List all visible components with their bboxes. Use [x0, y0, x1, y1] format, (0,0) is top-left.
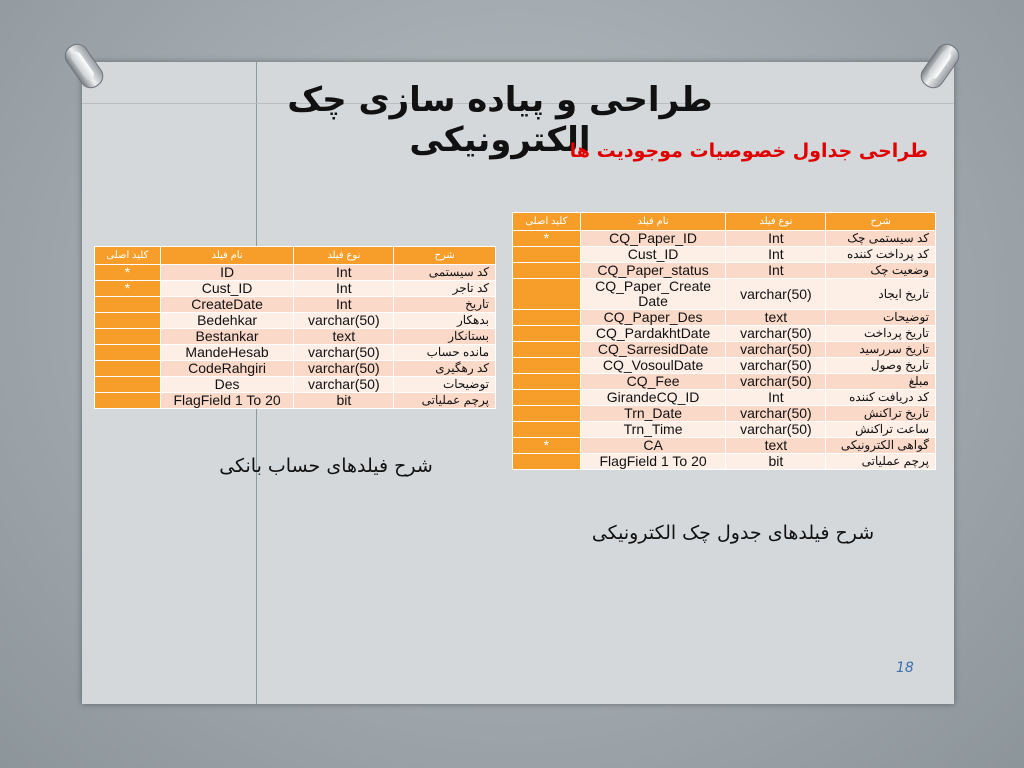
pk-cell — [513, 342, 581, 358]
table-row — [513, 326, 936, 342]
pk-cell: * — [95, 281, 161, 297]
pk-cell — [95, 393, 161, 409]
description-cell: توضیحات — [826, 310, 936, 326]
description-cell: پرچم عملیاتی — [826, 454, 936, 470]
pk-cell — [95, 377, 161, 393]
pk-cell — [95, 297, 161, 313]
header-description: شرح — [394, 247, 496, 265]
table-row — [513, 310, 936, 326]
header-field-type: نوع فیلد — [294, 247, 394, 265]
table-row — [513, 406, 936, 422]
header-pk: کلید اصلی — [95, 247, 161, 265]
field-name-cell: Des — [160, 377, 294, 393]
bank-table-caption: شرح فیلدهای حساب بانکی — [219, 455, 433, 477]
field-type-cell: varchar(50) — [726, 374, 826, 390]
field-type-cell: Int — [726, 247, 826, 263]
description-cell: بدهکار — [394, 313, 496, 329]
pk-cell: * — [95, 265, 161, 281]
field-type-cell: Int — [726, 390, 826, 406]
table-row — [513, 358, 936, 374]
table-row — [95, 313, 496, 329]
table-row — [95, 361, 496, 377]
description-cell: مبلغ — [826, 374, 936, 390]
field-name-cell: CodeRahgiri — [160, 361, 294, 377]
field-name-cell: CQ_Paper_Create Date — [580, 279, 726, 310]
table-row — [95, 297, 496, 313]
field-name-cell: CQ_VosoulDate — [580, 358, 726, 374]
field-name-cell: CA — [580, 438, 726, 454]
pk-cell — [513, 454, 581, 470]
description-cell: گواهی الکترونیکی — [826, 438, 936, 454]
description-cell: بستانکار — [394, 329, 496, 345]
description-cell: تاریخ — [394, 297, 496, 313]
field-name-cell: CQ_PardakhtDate — [580, 326, 726, 342]
table-row — [513, 342, 936, 358]
table-row — [513, 263, 936, 279]
description-cell: کد دریافت کننده — [826, 390, 936, 406]
header-field-type: نوع فیلد — [726, 213, 826, 231]
pk-cell — [95, 345, 161, 361]
field-name-cell: Trn_Time — [580, 422, 726, 438]
field-type-cell: bit — [726, 454, 826, 470]
field-name-cell: Cust_ID — [580, 247, 726, 263]
field-type-cell: text — [726, 438, 826, 454]
pk-cell — [513, 390, 581, 406]
field-type-cell: varchar(50) — [726, 326, 826, 342]
pk-cell: * — [513, 438, 581, 454]
field-type-cell: Int — [726, 263, 826, 279]
table-row — [513, 438, 936, 454]
field-name-cell: FlagField 1 To 20 — [580, 454, 726, 470]
field-name-cell: CQ_Paper_ID — [580, 231, 726, 247]
description-cell: پرچم عملیاتی — [394, 393, 496, 409]
field-type-cell: Int — [294, 297, 394, 313]
field-type-cell: bit — [294, 393, 394, 409]
pk-cell — [95, 313, 161, 329]
table-row — [513, 374, 936, 390]
table-row — [95, 265, 496, 281]
header-pk: کلید اصلی — [513, 213, 581, 231]
field-type-cell: Int — [294, 281, 394, 297]
field-name-cell: GirandeCQ_ID — [580, 390, 726, 406]
field-type-cell: varchar(50) — [294, 313, 394, 329]
field-name-cell: FlagField 1 To 20 — [160, 393, 294, 409]
pk-cell — [513, 406, 581, 422]
field-type-cell: Int — [294, 265, 394, 281]
pk-cell — [513, 326, 581, 342]
description-cell: وضعیت چک — [826, 263, 936, 279]
field-name-cell: CreateDate — [160, 297, 294, 313]
field-type-cell: text — [294, 329, 394, 345]
field-type-cell: varchar(50) — [726, 422, 826, 438]
pk-cell — [513, 374, 581, 390]
field-name-cell: Trn_Date — [580, 406, 726, 422]
field-type-cell: varchar(50) — [726, 279, 826, 310]
pk-cell: * — [513, 231, 581, 247]
field-name-cell: MandeHesab — [160, 345, 294, 361]
pk-cell — [513, 358, 581, 374]
header-description: شرح — [826, 213, 936, 231]
cheque-table — [512, 212, 936, 470]
field-name-cell: CQ_SarresidDate — [580, 342, 726, 358]
page-number: 18 — [896, 660, 914, 676]
description-cell: توضیحات — [394, 377, 496, 393]
description-cell: کد سیستمی چک — [826, 231, 936, 247]
table-row — [95, 281, 496, 297]
description-cell: مانده حساب — [394, 345, 496, 361]
field-name-cell: Bestankar — [160, 329, 294, 345]
slide-subtitle: طراحی جداول خصوصیات موجودیت ها — [569, 140, 928, 162]
description-cell: کد رهگیری — [394, 361, 496, 377]
description-cell: تاریخ ایجاد — [826, 279, 936, 310]
pk-cell — [513, 310, 581, 326]
description-cell: کد تاجر — [394, 281, 496, 297]
field-name-cell: CQ_Paper_status — [580, 263, 726, 279]
pk-cell — [513, 422, 581, 438]
description-cell: تاریخ سررسید — [826, 342, 936, 358]
table-header-row — [513, 213, 936, 231]
table-row — [95, 345, 496, 361]
field-type-cell: varchar(50) — [726, 342, 826, 358]
cheque-table-caption: شرح فیلدهای جدول چک الکترونیکی — [591, 522, 875, 544]
description-cell: تاریخ وصول — [826, 358, 936, 374]
pk-cell — [513, 279, 581, 310]
table-row — [513, 279, 936, 310]
field-type-cell: varchar(50) — [294, 361, 394, 377]
table-header-row — [95, 247, 496, 265]
slide-title: طراحی و پیاده سازی چک الکترونیکی — [287, 80, 713, 160]
header-field-name: نام فیلد — [160, 247, 294, 265]
field-type-cell: varchar(50) — [294, 377, 394, 393]
table-row — [513, 422, 936, 438]
description-cell: کد سیستمی — [394, 265, 496, 281]
bank-account-table — [94, 246, 496, 409]
table-row — [513, 247, 936, 263]
field-type-cell: varchar(50) — [726, 358, 826, 374]
table-row — [95, 393, 496, 409]
field-name-cell: Cust_ID — [160, 281, 294, 297]
table-row — [513, 231, 936, 247]
field-type-cell: varchar(50) — [294, 345, 394, 361]
header-field-name: نام فیلد — [580, 213, 726, 231]
table-row — [513, 390, 936, 406]
description-cell: تاریخ تراکنش — [826, 406, 936, 422]
pk-cell — [95, 329, 161, 345]
field-name-cell: CQ_Paper_Des — [580, 310, 726, 326]
field-type-cell: text — [726, 310, 826, 326]
field-name-cell: ID — [160, 265, 294, 281]
pk-cell — [513, 263, 581, 279]
table-row — [95, 329, 496, 345]
description-cell: کد پرداخت کننده — [826, 247, 936, 263]
description-cell: ساعت تراکنش — [826, 422, 936, 438]
field-name-cell: CQ_Fee — [580, 374, 726, 390]
pk-cell — [95, 361, 161, 377]
field-type-cell: Int — [726, 231, 826, 247]
table-row — [513, 454, 936, 470]
field-name-cell: Bedehkar — [160, 313, 294, 329]
pk-cell — [513, 247, 581, 263]
description-cell: تاریخ پرداخت — [826, 326, 936, 342]
field-type-cell: varchar(50) — [726, 406, 826, 422]
table-row — [95, 377, 496, 393]
